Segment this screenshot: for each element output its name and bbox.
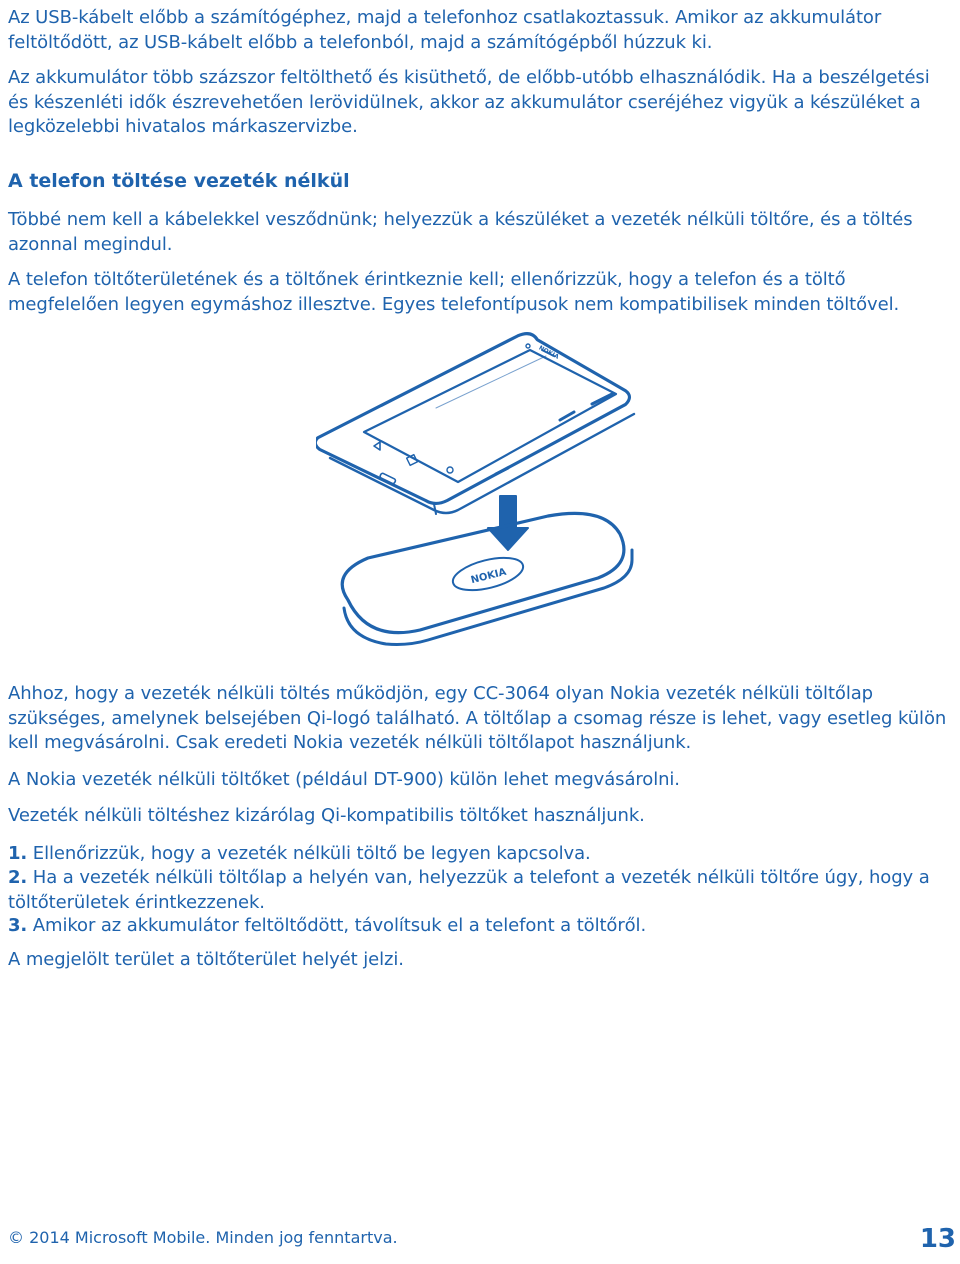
step-text: Ellenőrizzük, hogy a vezeték nélküli töltő be legyen kapcsolva. <box>32 843 591 864</box>
step-number: 2. <box>8 867 28 888</box>
phone-logo: NOKIA <box>537 344 560 361</box>
usb-cable-paragraph: Az USB-kábelt előbb a számítógéphez, majd a telefonhoz csatlakoztassuk. Amikor az akkumulátor feltöltődött, az USB-kábelt előbb a telefonból, majd a számítógépből húzzuk ki. <box>8 7 882 53</box>
step-2 <box>8 866 954 915</box>
phone-illustration <box>316 334 634 514</box>
wireless-intro-paragraph: Többé nem kell a kábelekkel vesződnünk; helyezzük a készüléket a vezeték nélküli töltőre, és a töltés azonnal megindul. <box>8 209 913 255</box>
footer-copyright: © 2014 Microsoft Mobile. Minden jog fenntartva. <box>8 1228 398 1247</box>
step-number: 1. <box>8 843 28 864</box>
contact-areas-paragraph: A telefon töltőterületének és a töltőnek érintkeznie kell; ellenőrizzük, hogy a telefon és a töltő megfelelően legyen egymáshoz illesztve. Egyes telefontípusok nem kompatibilisek minden töltővel. <box>8 269 900 315</box>
charger-logo: NOKIA <box>469 566 508 587</box>
step-1 <box>8 842 954 867</box>
step-3 <box>8 914 954 939</box>
step-number: 3. <box>8 915 28 936</box>
section-heading: A telefon töltése vezeték nélkül <box>8 170 350 192</box>
separate-purchase-paragraph: A Nokia vezeték nélküli töltőket (például DT-900) külön lehet megvásárolni. <box>8 769 680 790</box>
battery-life-paragraph: Az akkumulátor több százszor feltölthető és kisüthető, de előbb-utóbb elhasználódik. Ha a beszélgetési és készenléti idők észrevehetően lerövidülnek, akkor az akkumulátor cseréjéhez vigyük a készüléket a legközelebbi hivatalos márkaszervizbe. <box>8 67 930 137</box>
requirements-paragraph: Ahhoz, hogy a vezeték nélküli töltés működjön, egy CC-3064 olyan Nokia vezeték nélküli töltőlap szükséges, amelynek belsejében Qi-logó található. A töltőlap a csomag része is lehet, vagy esetleg külön kell megvásárolni. Csak eredeti Nokia vezeték nélküli töltőlapot használjunk. <box>8 683 947 753</box>
step-text: Amikor az akkumulátor feltöltődött, távolítsuk el a telefont a töltőről. <box>32 915 647 936</box>
wireless-charging-illustration <box>316 328 636 660</box>
page-number: 13 <box>919 1224 956 1254</box>
step-text: Ha a vezeték nélküli töltőlap a helyén van, helyezzük a telefont a vezeték nélküli töltőre úgy, hogy a töltőterületek érintkezzenek. <box>8 867 930 913</box>
marked-area-paragraph: A megjelölt terület a töltőterület helyét jelzi. <box>8 949 404 970</box>
qi-only-paragraph: Vezeték nélküli töltéshez kizárólag Qi-kompatibilis töltőket használjunk. <box>8 805 645 826</box>
